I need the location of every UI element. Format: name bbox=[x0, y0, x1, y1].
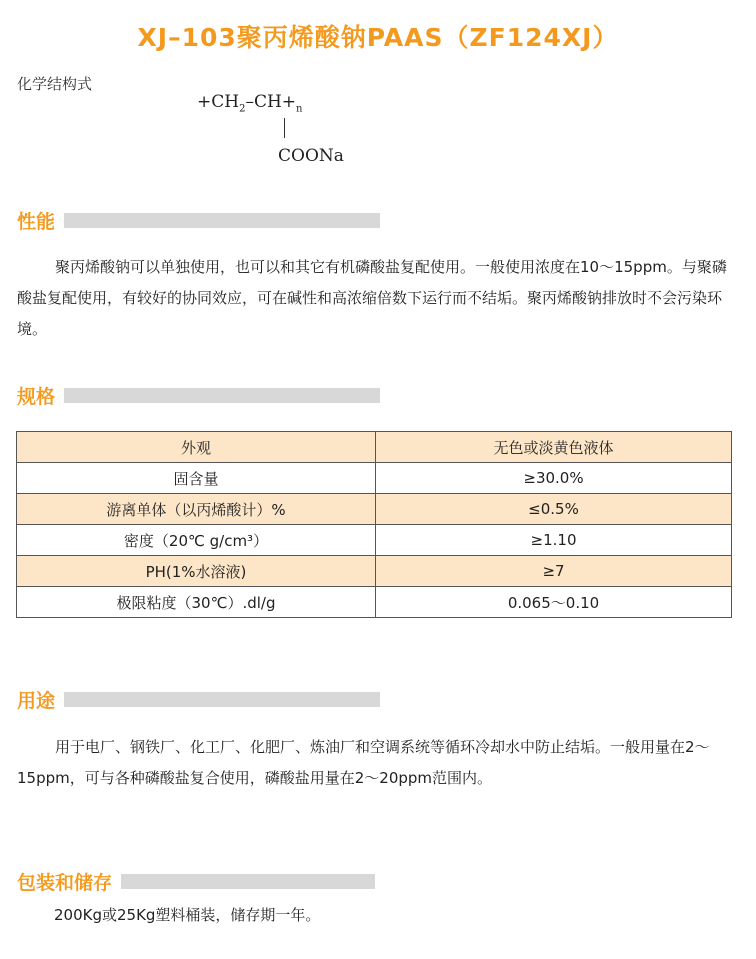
spec-value: ≥30.0% bbox=[376, 463, 732, 494]
formula-bond-line bbox=[284, 118, 285, 138]
section-title: 包装和储存 bbox=[17, 872, 113, 894]
heading-bar bbox=[64, 692, 380, 707]
table-row bbox=[17, 494, 732, 525]
formula-sidegroup: COONa bbox=[278, 146, 344, 166]
formula-sub2: n bbox=[296, 103, 303, 115]
table-row bbox=[17, 556, 732, 587]
spec-value: ≤0.5% bbox=[376, 494, 732, 525]
structure-label: 化学结构式 bbox=[17, 75, 93, 93]
spec-value: 无色或淡黄色液体 bbox=[376, 432, 732, 463]
section-title: 用途 bbox=[17, 690, 56, 712]
spec-name: 外观 bbox=[17, 432, 376, 463]
spec-name: 固含量 bbox=[17, 463, 376, 494]
spec-value: 0.065～0.10 bbox=[376, 587, 732, 618]
table-row bbox=[17, 463, 732, 494]
section-heading-performance bbox=[17, 207, 380, 234]
table-row bbox=[17, 587, 732, 618]
spec-value: ≥1.10 bbox=[376, 525, 732, 556]
formula-sub1: 2 bbox=[239, 103, 246, 115]
section-heading-specs bbox=[17, 382, 380, 409]
section-heading-usage bbox=[17, 686, 380, 713]
usage-text: 用于电厂、钢铁厂、化工厂、化肥厂、炼油厂和空调系统等循环冷却水中防止结垢。一般用量在2～15ppm，可与各种磷酸盐复合使用，磷酸盐用量在2～20ppm范围内。 bbox=[17, 738, 710, 787]
spec-value: ≥7 bbox=[376, 556, 732, 587]
structural-formula bbox=[197, 92, 302, 114]
spec-name: 极限粘度（30℃）.dl/g bbox=[17, 587, 376, 618]
performance-text: 聚丙烯酸钠可以单独使用，也可以和其它有机磷酸盐复配使用。一般使用浓度在10～15ppm。与聚磷酸盐复配使用，有较好的协同效应，可在碱性和高浓缩倍数下运行而不结垢。聚丙烯酸钠排放时不会污染环境。 bbox=[17, 258, 727, 338]
heading-bar bbox=[64, 213, 380, 228]
heading-bar bbox=[121, 874, 375, 889]
formula-part2: –CH+ bbox=[245, 92, 297, 112]
table-row bbox=[17, 525, 732, 556]
spec-table bbox=[16, 431, 732, 618]
formula-part1: +CH bbox=[197, 92, 240, 112]
spec-name: 密度（20℃ g/cm³） bbox=[17, 525, 376, 556]
spec-name: PH(1%水溶液) bbox=[17, 556, 376, 587]
table-row bbox=[17, 432, 732, 463]
heading-bar bbox=[64, 388, 380, 403]
section-heading-packaging bbox=[17, 868, 375, 895]
spec-name: 游离单体（以丙烯酸计）% bbox=[17, 494, 376, 525]
section-title: 规格 bbox=[17, 386, 56, 408]
section-title: 性能 bbox=[17, 211, 56, 233]
page-title: XJ–103聚丙烯酸钠PAAS（ZF124XJ） bbox=[137, 23, 619, 52]
packaging-text: 200Kg或25Kg塑料桶装，储存期一年。 bbox=[54, 906, 321, 924]
